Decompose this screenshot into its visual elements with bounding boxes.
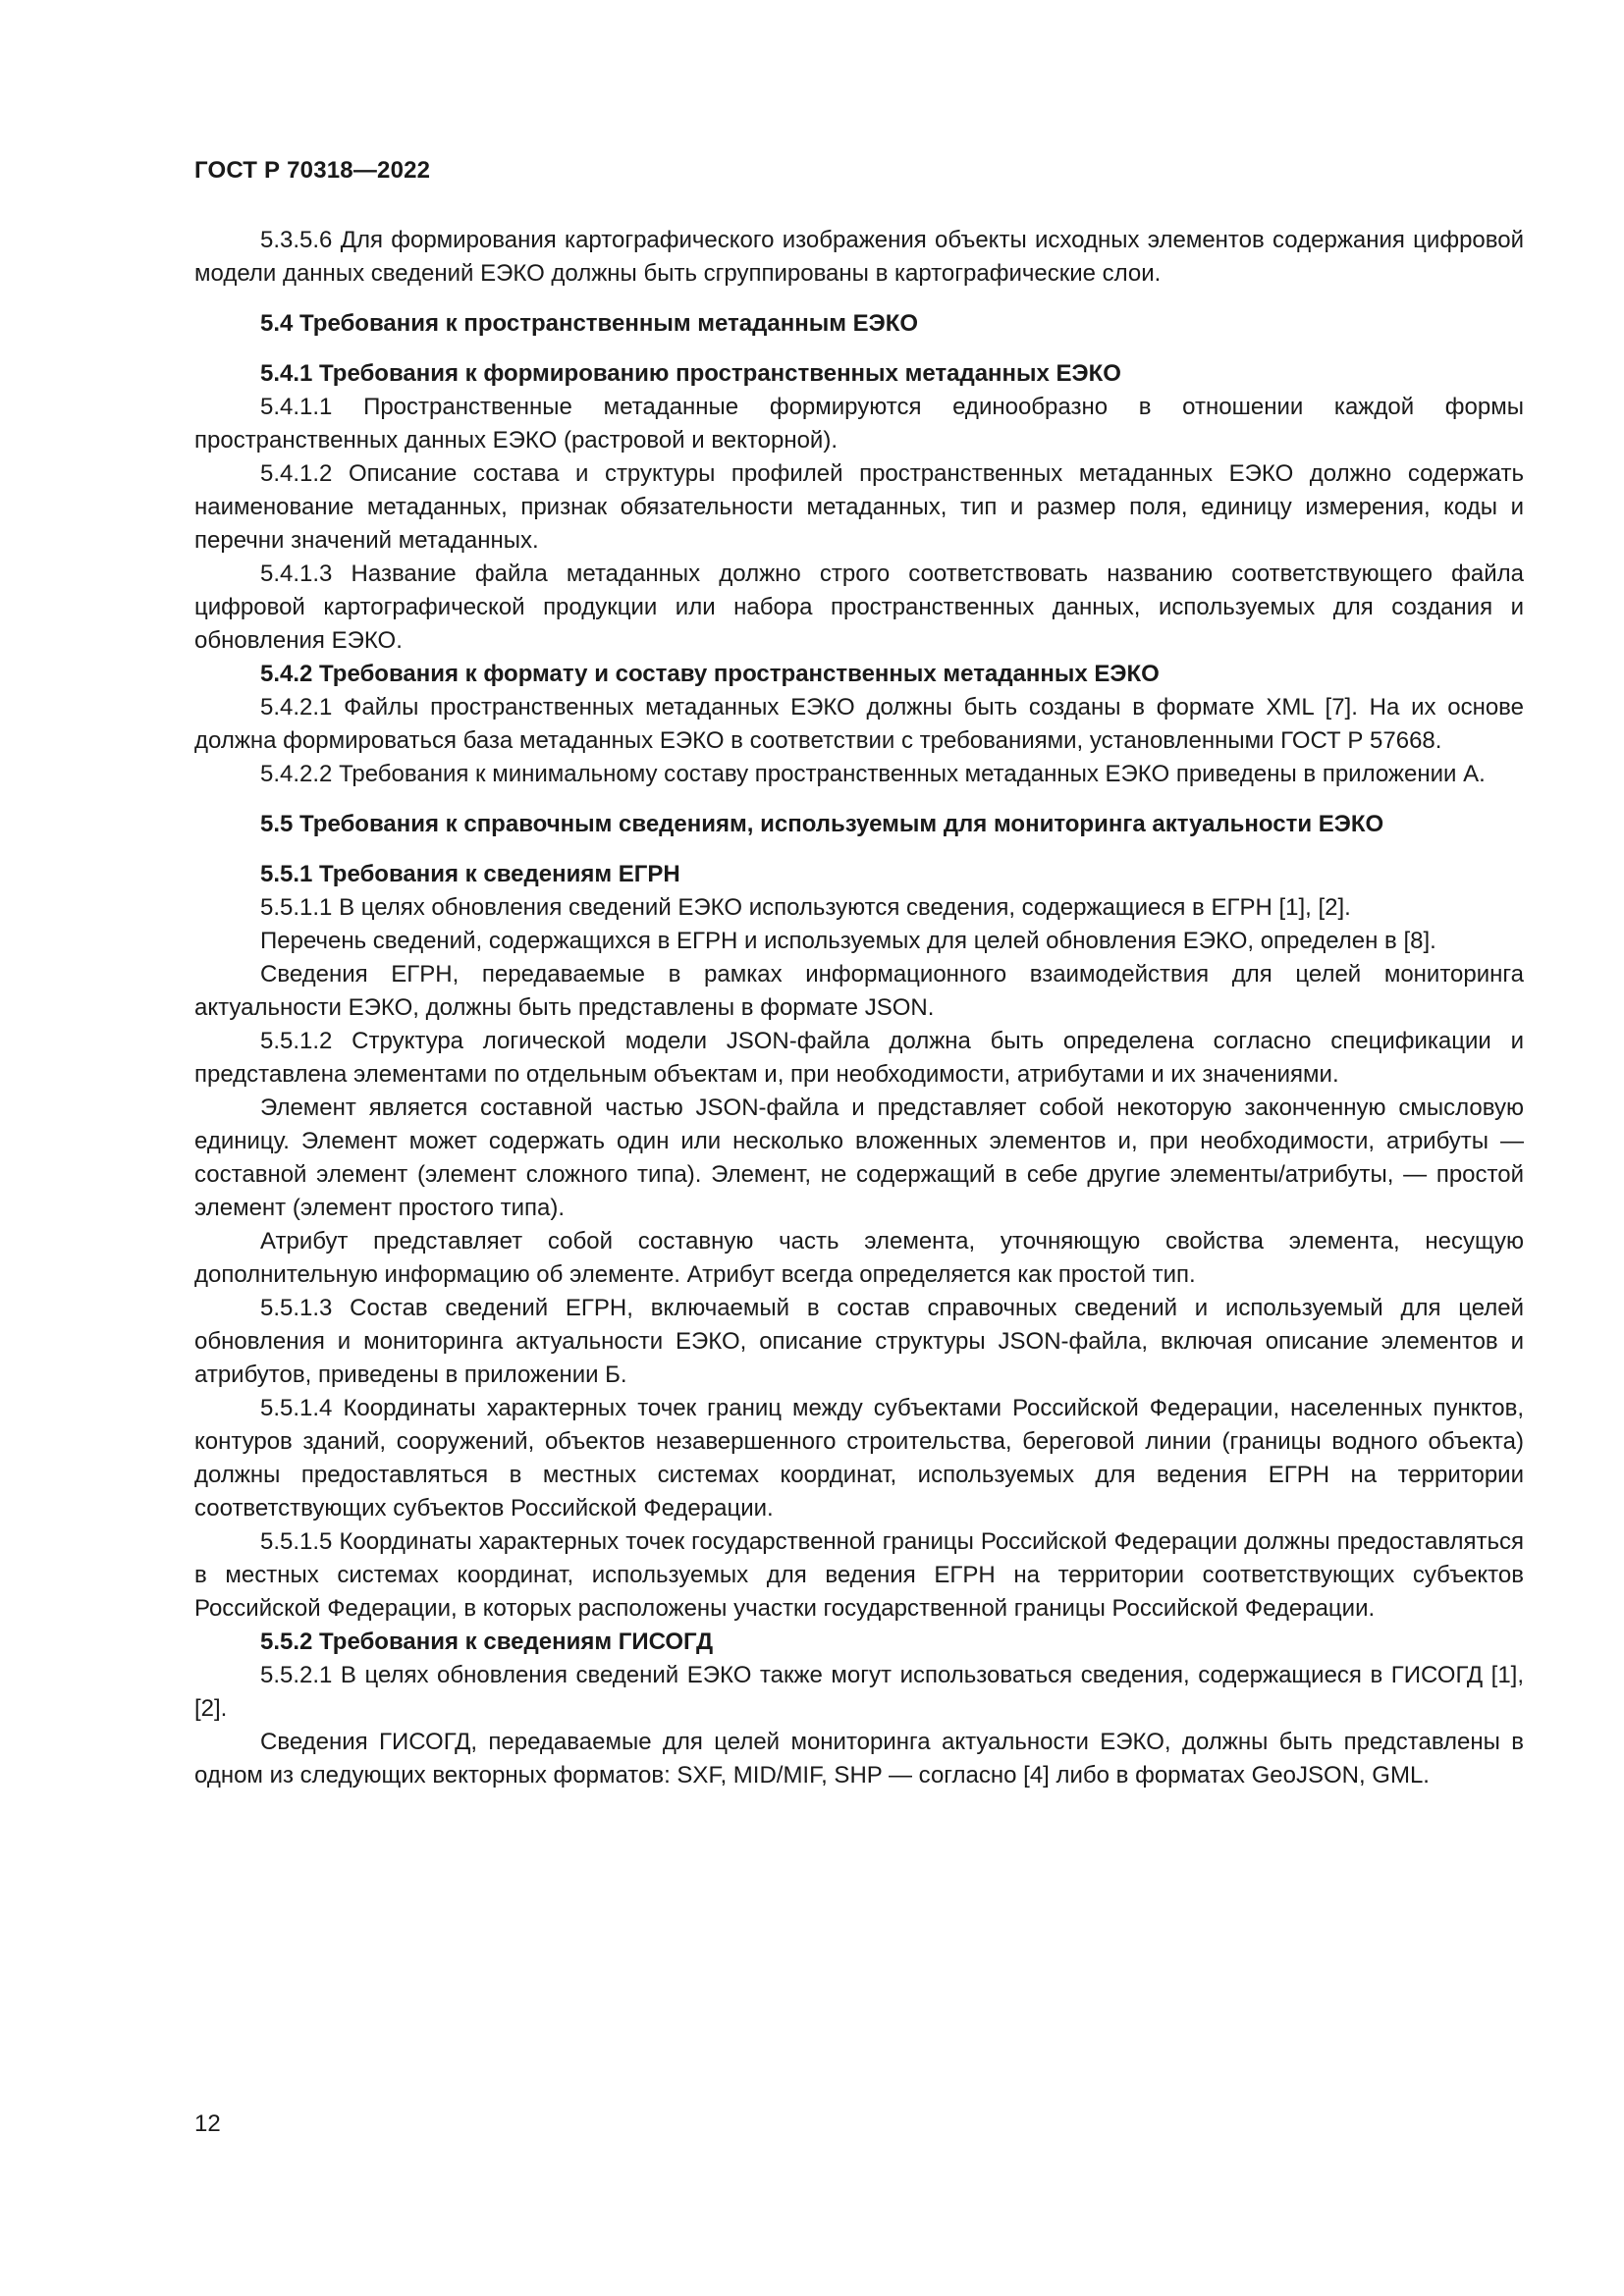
paragraph: 5.4.2.1 Файлы пространственных метаданных ЕЭКО должны быть созданы в формате XML [7]. На их основе должна формироваться база метаданных ЕЭКО в соответствии с требованиями, установленными ГОСТ Р 57668. xyxy=(194,694,1524,754)
paragraph: 5.5.1.2 Структура логической модели JSON-файла должна быть определена согласно спецификации и представлена элементами по отдельным объектам и, при необходимости, атрибутами и их значениями. xyxy=(194,1028,1524,1088)
paragraph: 5.3.5.6 Для формирования картографического изображения объекты исходных элементов содержания цифровой модели данных сведений ЕЭКО должны быть сгруппированы в картографические слои. xyxy=(194,227,1524,287)
paragraph: Сведения ГИСОГД, передаваемые для целей мониторинга актуальности ЕЭКО, должны быть представлены в одном из следующих векторных форматов: SXF, MID/MIF, SHP — согласно [4] либо в форматах GeoJSON, GML. xyxy=(194,1729,1524,1789)
paragraph: 5.5.2.1 В целях обновления сведений ЕЭКО также могут использоваться сведения, содержащиеся в ГИСОГД [1], [2]. xyxy=(194,1662,1524,1722)
paragraph: 5.5.1.5 Координаты характерных точек государственной границы Российской Федерации должны предоставляться в местных системах координат, используемых для ведения ЕГРН на территории соответствующих субъектов Российской Федерации, в которых расположены участки государственной границы Российской Федерации. xyxy=(194,1528,1524,1622)
paragraph: 5.5.1.4 Координаты характерных точек границ между субъектами Российской Федерации, населенных пунктов, контуров зданий, сооружений, объектов незавершенного строительства, береговой линии (границы водного объекта) должны предоставляться в местных системах координат, используемых для ведения ЕГРН на территории соответствующих субъектов Российской Федерации. xyxy=(194,1395,1524,1522)
paragraph: Перечень сведений, содержащихся в ЕГРН и используемых для целей обновления ЕЭКО, определен в [8]. xyxy=(260,928,1436,954)
page-number: 12 xyxy=(194,2110,221,2137)
paragraph: 5.4.1.2 Описание состава и структуры профилей пространственных метаданных ЕЭКО должно содержать наименование метаданных, признак обязательности метаданных, тип и размер поля, единицу измерения, коды и перечни значений метаданных. xyxy=(194,460,1524,554)
standard-designation: ГОСТ Р 70318—2022 xyxy=(194,157,431,184)
paragraph: Сведения ЕГРН, передаваемые в рамках информационного взаимодействия для целей мониторинга актуальности ЕЭКО, должны быть представлены в формате JSON. xyxy=(194,961,1524,1021)
subsection-heading: 5.4.2 Требования к формату и составу пространственных метаданных ЕЭКО xyxy=(260,661,1160,687)
paragraph: 5.4.1.3 Название файла метаданных должно строго соответствовать названию соответствующего файла цифровой картографической продукции или набора пространственных данных, используемых для создания и обновления ЕЭКО. xyxy=(194,561,1524,654)
section-heading: 5.5 Требования к справочным сведениям, используемым для мониторинга актуальности ЕЭКО xyxy=(260,811,1384,837)
section-heading: 5.4 Требования к пространственным метаданным ЕЭКО xyxy=(260,310,919,337)
paragraph: Атрибут представляет собой составную часть элемента, уточняющую свойства элемента, несущую дополнительную информацию об элементе. Атрибут всегда определяется как простой тип. xyxy=(194,1228,1524,1288)
paragraph: Элемент является составной частью JSON-файла и представляет собой некоторую законченную смысловую единицу. Элемент может содержать один или несколько вложенных элементов и, при необходимости, атрибуты — составной элемент (элемент сложного типа). Элемент, не содержащий в себе другие элементы/атрибуты, — простой элемент (элемент простого типа). xyxy=(194,1095,1524,1221)
paragraph: 5.5.1.1 В целях обновления сведений ЕЭКО используются сведения, содержащиеся в ЕГРН [1], [2]. xyxy=(260,894,1351,921)
subsection-heading: 5.4.1 Требования к формированию пространственных метаданных ЕЭКО xyxy=(260,360,1121,387)
document-page xyxy=(194,0,1524,2296)
subsection-heading: 5.5.2 Требования к сведениям ГИСОГД xyxy=(260,1629,714,1655)
paragraph: 5.4.2.2 Требования к минимальному составу пространственных метаданных ЕЭКО приведены в приложении А. xyxy=(260,761,1486,787)
document-body xyxy=(194,224,1524,1792)
paragraph: 5.4.1.1 Пространственные метаданные формируются единообразно в отношении каждой формы пространственных данных ЕЭКО (растровой и векторной). xyxy=(194,394,1524,454)
paragraph: 5.5.1.3 Состав сведений ЕГРН, включаемый в состав справочных сведений и используемый для целей обновления и мониторинга актуальности ЕЭКО, описание структуры JSON-файла, включая описание элементов и атрибутов, приведены в приложении Б. xyxy=(194,1295,1524,1388)
subsection-heading: 5.5.1 Требования к сведениям ЕГРН xyxy=(260,861,680,887)
